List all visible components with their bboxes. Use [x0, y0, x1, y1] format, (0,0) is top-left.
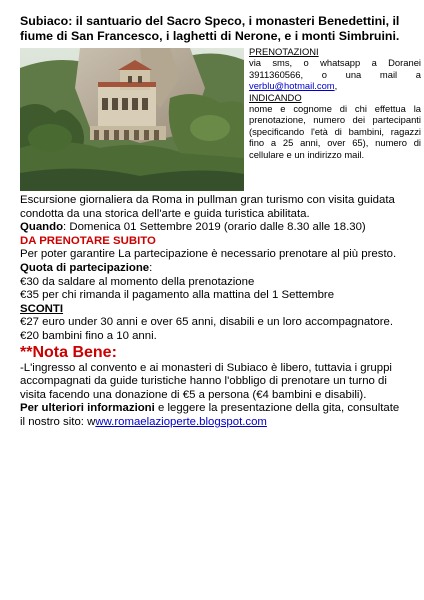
booking-heading: PRENOTAZIONI [249, 46, 319, 57]
blog-link[interactable]: ww.romaelazioperte.blogspot.com [95, 415, 267, 428]
book-now-heading: DA PRENOTARE SUBITO [20, 234, 156, 247]
discount-line-2: €20 bambini fino a 10 anni. [20, 329, 157, 342]
fee-label: Quota di partecipazione [20, 261, 150, 274]
fee-colon: : [149, 261, 153, 274]
intro-paragraph: Escursione giornaliera da Roma in pullman gran turismo con visita guidata condotta da una storica dell'arte e guida turistica abilitata. [20, 194, 395, 220]
fee-line-2: €35 per chi rimanda il pagamento alla mattina del 1 Settembre [20, 289, 335, 302]
booking-email-link[interactable]: verblu@hotmail.com [249, 80, 335, 92]
discounts-heading: SCONTI [20, 302, 64, 315]
booking-contact-text: via sms, o whatsapp a Doranei 3911360566, o una mail a [249, 57, 421, 80]
note-heading: **Nota Bene: [20, 343, 117, 361]
monastery-photo-illustration [20, 48, 244, 191]
body-text [20, 194, 404, 430]
fee-line-1: €30 da saldare al momento della prenotazione [20, 275, 255, 288]
fee-heading [20, 262, 404, 276]
note-text: -L'ingresso al convento e ai monasteri di Subiaco è libero, tuttavia i gruppi accompagnati da guide turistiche hanno l'obbligo di prenotare un turno di visita facendo una donazione di €5 a persona (€4 bambini e disabili). [20, 361, 392, 401]
when-label: Quando [20, 221, 64, 234]
more-info-label: Per ulteriori informazioni [20, 402, 155, 415]
indicating-text: nome e cognome di chi effettua la prenotazione, numero dei partecipanti (specificando l'età di bambini, ragazzi fino a 25 anni, over 65), numero di cellulare e un indirizzo mail. [249, 103, 421, 160]
indicating-heading: INDICANDO [249, 91, 302, 103]
more-info-paragraph [20, 402, 404, 429]
when-paragraph [20, 221, 404, 235]
monastery-photo [20, 48, 244, 191]
booking-email-suffix: , [334, 80, 338, 92]
booking-info [249, 46, 421, 160]
when-text: : Domenica 01 Settembre 2019 (orario dalle 8.30 alle 18.30) [63, 221, 366, 234]
more-info-text: e leggere la presentazione della gita, consultate il nostro sito: w [20, 402, 400, 428]
page-title: Subiaco: il santuario del Sacro Speco, i monasteri Benedettini, il fiume di San Francesco, i laghetti di Nerone, e i monti Simbruini. [20, 14, 400, 43]
booking-contact [249, 57, 421, 91]
top-section [20, 46, 421, 194]
book-now-text: Per poter garantire La partecipazione è necessario prenotare al più presto. [20, 248, 397, 261]
discount-line-1: €27 euro under 30 anni e over 65 anni, disabili e un loro accompagnatore. [20, 316, 393, 329]
